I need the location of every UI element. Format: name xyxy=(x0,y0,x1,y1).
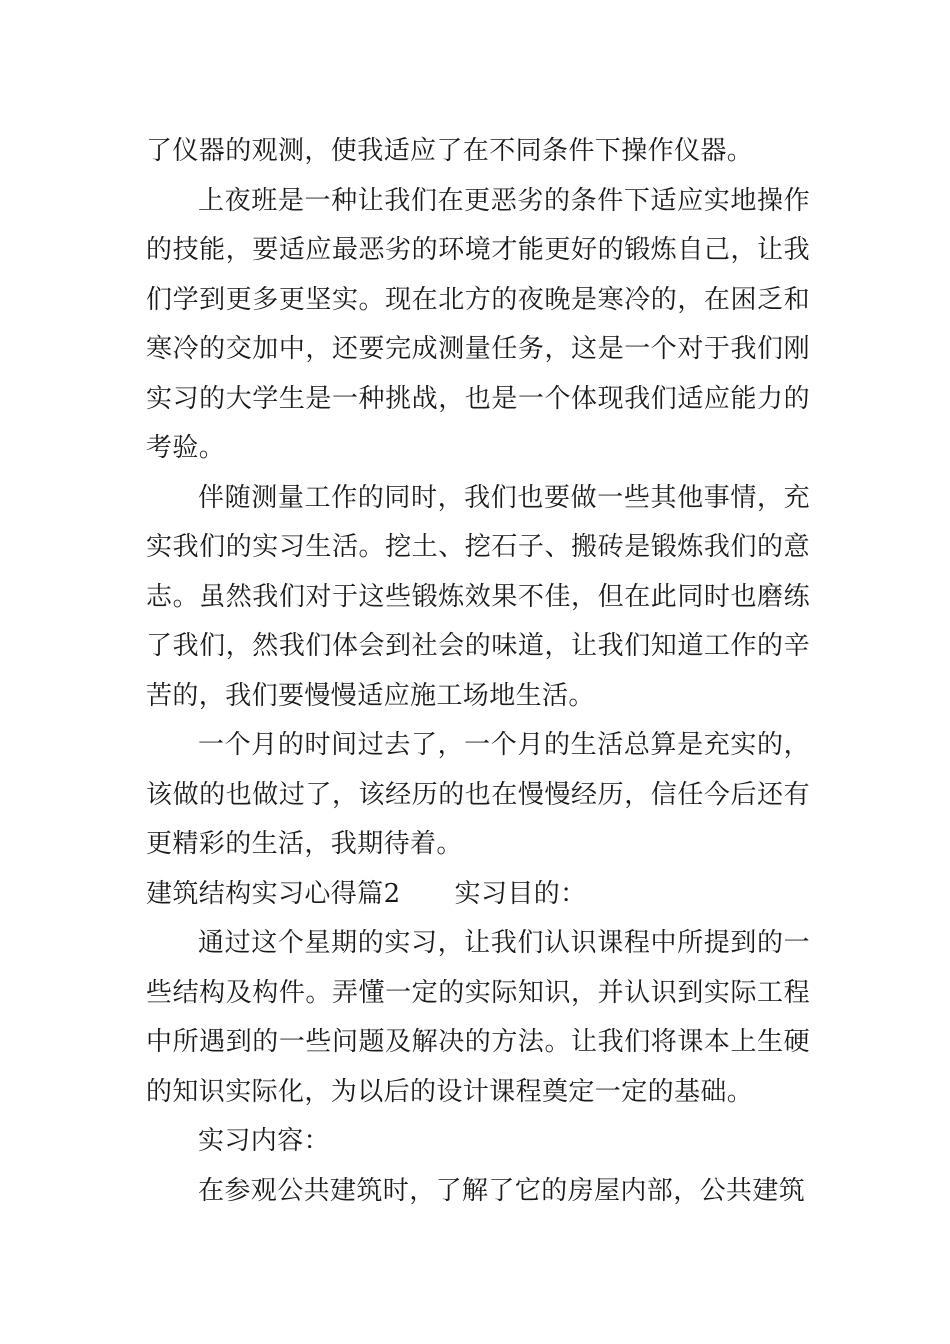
section-heading xyxy=(146,870,810,920)
paragraph-5: 通过这个星期的实习，让我们认识课程中所提到的一些结构及构件。弄懂一定的实际知识，并认识到实际工程中所遇到的一些问题及解决的方法。让我们将课本上生硬的知识实际化，为以后的设计课程奠定一定的基础。 xyxy=(146,928,810,1107)
paragraph-4: 一个月的时间过去了，一个月的生活总算是充实的，该做的也做过了，该经历的也在慢慢经历，信任今后还有更精彩的生活，我期待着。 xyxy=(146,730,810,859)
paragraph-3: 伴随测量工作的同时，我们也要做一些其他事情，充实我们的实习生活。挖土、挖石子、搬砖是锻炼我们的意志。虽然我们对于这些锻炼效果不佳，但在此同时也磨练了我们，然我们体会到社会的味道，让我们知道工作的辛苦的，我们要慢慢适应施工场地生活。 xyxy=(146,482,810,711)
section-title: 建筑结构实习心得篇2 xyxy=(146,878,401,909)
paragraph-6: 实习内容： xyxy=(198,1126,331,1156)
section-subtitle: 实习目的： xyxy=(454,878,587,909)
paragraph-7: 在参观公共建筑时，了解了它的房屋内部，公共建筑 xyxy=(198,1175,806,1206)
paragraph-2: 上夜班是一种让我们在更恶劣的条件下适应实地操作的技能，要适应最恶劣的环境才能更好的锻炼自己，让我们学到更多更坚实。现在北方的夜晚是寒冷的，在困乏和寒冷的交加中，还要完成测量任务，这是一个对于我们刚实习的大学生是一种挑战，也是一个体现我们适应能力的考验。 xyxy=(146,185,810,463)
paragraph-1: 了仪器的观测，使我适应了在不同条件下操作仪器。 xyxy=(146,136,754,166)
document-body xyxy=(146,127,810,1216)
